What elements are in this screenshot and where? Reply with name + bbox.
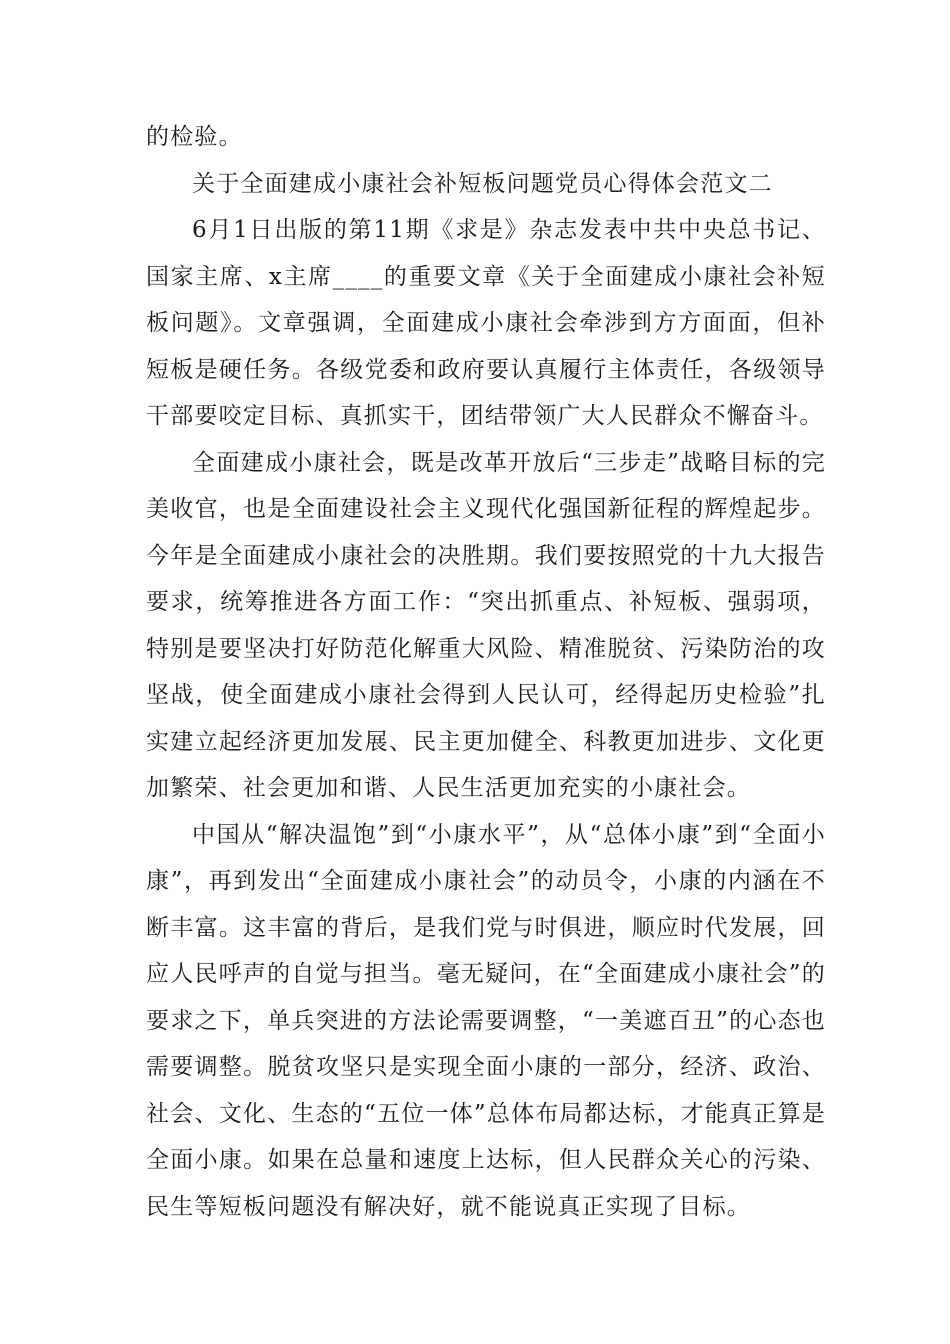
body-paragraph-1: 6月1日出版的第11期《求是》杂志发表中共中央总书记、国家主席、x主席____的重要文章《关于全面建成小康社会补短板问题》。文章强调，全面建成小康社会牵涉到方方面面，但补短板是硬任务。各级党委和政府要认真履行主体责任，各级领导干部要咬定目标、真抓实干，团结带领广大人民群众不懈奋斗。	[146, 217, 826, 429]
lead-fragment: 的检验。	[146, 124, 243, 150]
body-paragraph-2: 全面建成小康社会，既是改革开放后“三步走”战略目标的完美收官，也是全面建设社会主义现代化强国新征程的辉煌起步。今年是全面建成小康社会的决胜期。我们要按照党的十九大报告要求，统筹推进各方面工作：“突出抓重点、补短板、强弱项，特别是要坚决打好防范化解重大风险、精准脱贫、污染防治的攻坚战，使全面建成小康社会得到人民认可，经得起历史检验”扎实建立起经济更加发展、民主更加健全、科教更加进步、文化更加繁荣、社会更加和谐、人民生活更加充实的小康社会。	[146, 449, 826, 801]
article-title: 关于全面建成小康社会补短板问题党员心得体会范文二	[192, 170, 773, 197]
body-paragraph-3: 中国从“解决温饱”到“小康水平”，从“总体小康”到“全面小康”，再到发出“全面建成小康社会”的动员令，小康的内涵在不断丰富。这丰富的背后，是我们党与时俱进，顺应时代发展，回应人民呼声的自觉与担当。毫无疑问，在“全面建成小康社会”的要求之下，单兵突进的方法论需要调整，“一美遮百丑”的心态也需要调整。脱贫攻坚只是实现全面小康的一部分，经济、政治、社会、文化、生态的“五位一体”总体布局都达标，才能真正算是全面小康。如果在总量和速度上达标，但人民群众关心的污染、民生等短板问题没有解决好，就不能说真正实现了目标。	[146, 821, 826, 1220]
document-page	[146, 114, 826, 1230]
